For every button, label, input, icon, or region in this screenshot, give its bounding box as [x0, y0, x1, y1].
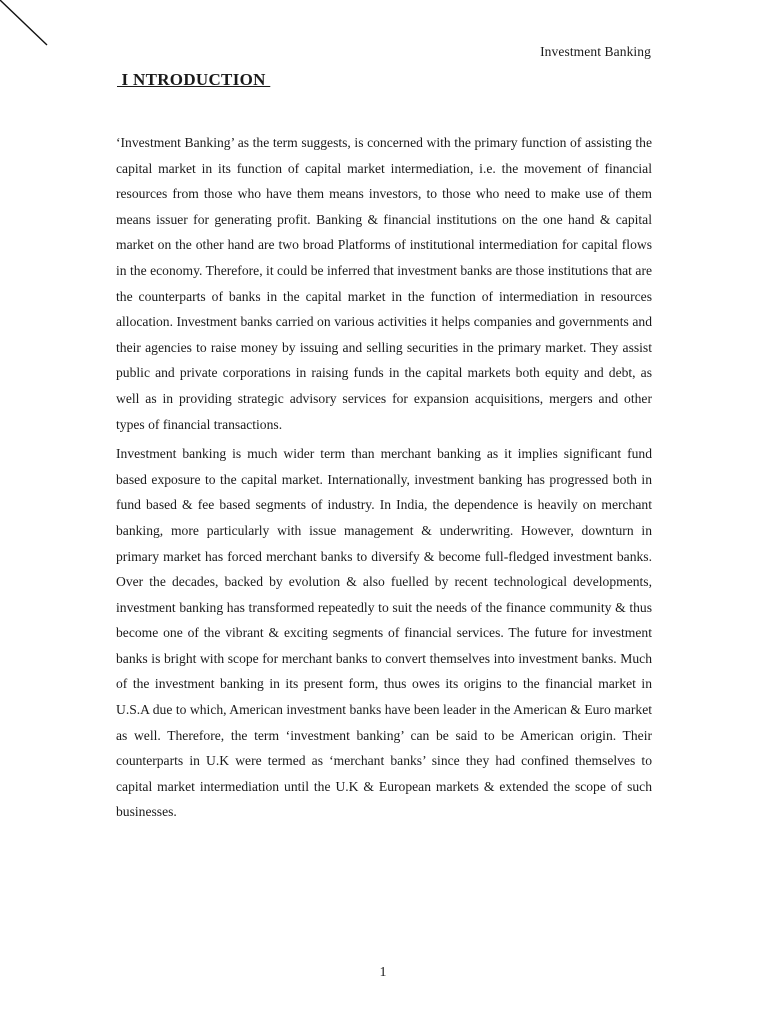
- paragraph: Investment banking is much wider term than merchant banking as it implies significant fund based exposure to the capital market. Internationally, investment banking has progressed both in fund based & fee based segments of industry. In India, the dependence is heavily on merchant banking, more particularly with issue management & underwriting. However, downturn in primary market has forced merchant banks to diversify & become full-fledged investment banks. Over the decades, backed by evolution & also fuelled by recent technological developments, investment banking has transformed repeatedly to suit the needs of the finance community & thus become one of the vibrant & exciting segments of financial services. The future for investment banks is bright with scope for merchant banks to convert themselves into investment banks. Much of the investment banking in its present form, thus owes its origins to the financial market in U.S.A due to which, American investment banks have been leader in the American & Euro market as well. Therefore, the term ‘investment banking’ can be said to be American origin. Their counterparts in U.K were termed as ‘merchant banks’ since they had confined themselves to capital market intermediation until the U.K & European markets & extended the scope of such businesses.: [116, 446, 652, 820]
- body-text: [116, 130, 652, 825]
- section-heading: I NTRODUCTION: [117, 70, 271, 89]
- running-header: Investment Banking: [540, 44, 651, 59]
- paragraph: ‘Investment Banking’ as the term suggests, is concerned with the primary function of assisting the capital market in its function of capital market intermediation, i.e. the movement of financial resources from those who have them means investors, to those who need to make use of them means issuer for generating profit. Banking & financial institutions on the one hand & capital market on the other hand are two broad Platforms of institutional intermediation for capital flows in the economy. Therefore, it could be inferred that investment banks are those institutions that are the counterparts of banks in the capital market in the function of intermediation in resources allocation. Investment banks carried on various activities it helps companies and governments and their agencies to raise money by issuing and selling securities in the primary market. They assist public and private corporations in raising funds in the capital markets both equity and debt, as well as in providing strategic advisory services for expansion acquisitions, mergers and other types of financial transactions.: [116, 135, 652, 432]
- page-number: 1: [379, 965, 387, 980]
- corner-fold-line: [0, 0, 60, 60]
